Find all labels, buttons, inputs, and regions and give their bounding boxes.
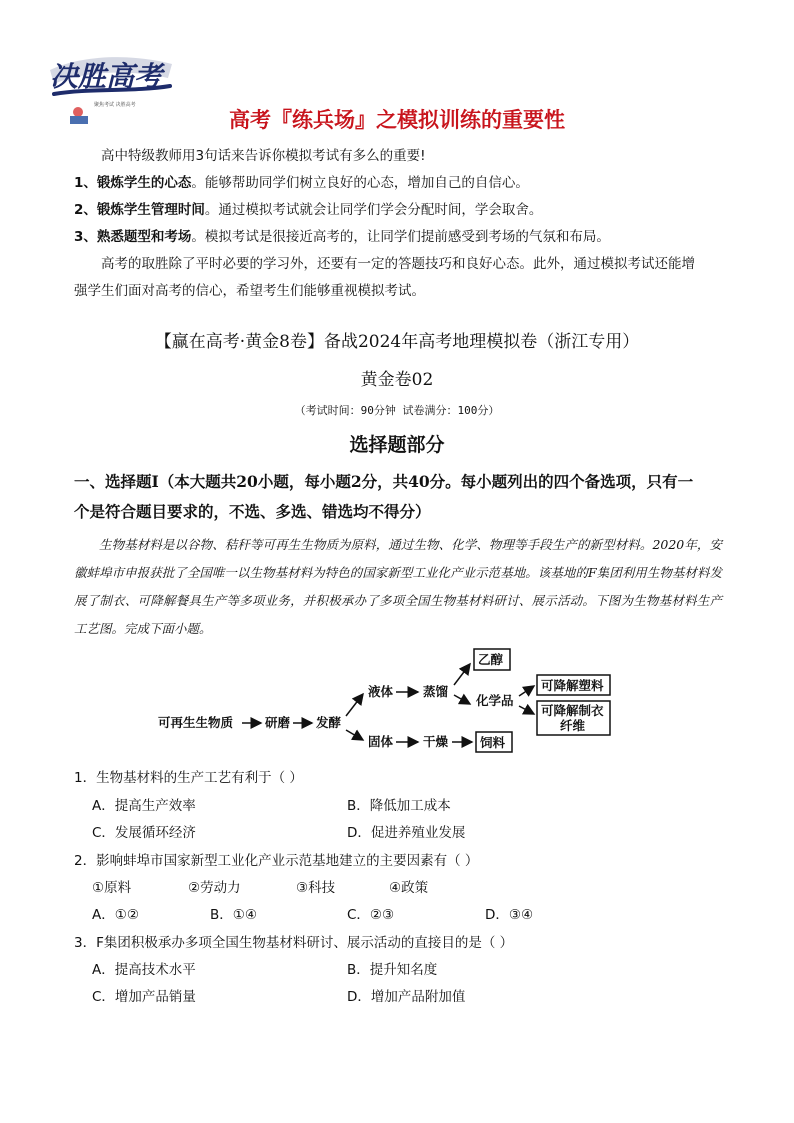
diagram-liquid: 液体: [368, 684, 394, 699]
question-3-stem: 3．F集团积极承办多项全国生物基材料研讨、展示活动的直接目的是（ ）: [74, 935, 514, 951]
intro-point-3: 3、熟悉题型和考场。模拟考试是很接近高考的，让同学们提前感受到考场的气氛和布局。: [74, 229, 610, 245]
arrow: [346, 730, 363, 740]
intro-lead: 高中特级教师用3句话来告诉你模拟考试有多么的重要!: [101, 148, 426, 164]
question-1-option-a[interactable]: A．提高生产效率: [92, 798, 196, 814]
diagram-solid: 固体: [368, 734, 394, 749]
question-1-option-c[interactable]: C．发展循环经济: [92, 825, 196, 841]
question-2-option-c[interactable]: C．②③: [347, 907, 395, 923]
question-1-stem: 1．生物基材料的生产工艺有利于（ ）: [74, 770, 303, 786]
exam-time-info: （考试时间：90分钟 试卷满分：100分）: [294, 404, 500, 417]
diagram-dry: 干燥: [423, 734, 449, 749]
intro-point-2: 2、锻炼学生管理时间。通过模拟考试就会让同学们学会分配时间，学会取舍。: [74, 202, 543, 218]
question-2-factor-2: ②劳动力: [188, 880, 241, 896]
diagram-chemicals: 化学品: [476, 693, 514, 708]
arrow: [346, 694, 363, 716]
intro-closing-line-2: 强学生们面对高考的信心，希望考生们能够重视模拟考试。: [74, 283, 425, 299]
arrow: [519, 686, 534, 696]
question-1-option-b[interactable]: B．降低加工成本: [347, 798, 451, 814]
question-2-option-d[interactable]: D．③④: [485, 907, 534, 923]
exam-title: 【赢在高考·黄金8卷】备战2024年高考地理模拟卷（浙江专用）: [154, 332, 640, 352]
question-3-option-d[interactable]: D．增加产品附加值: [347, 989, 466, 1005]
diagram-fiber-line-2: 纤维: [560, 718, 586, 733]
question-2-option-a[interactable]: A．①②: [92, 907, 139, 923]
process-diagram: [150, 640, 630, 765]
question-2-stem: 2．影响蚌埠市国家新型工业化产业示范基地建立的主要因素有（ ）: [74, 853, 479, 869]
diagram-plastic: 可降解塑料: [541, 678, 604, 693]
diagram-ethanol: 乙醇: [478, 652, 504, 667]
diagram-start: 可再生生物质: [158, 715, 234, 730]
question-3-option-b[interactable]: B．提升知名度: [347, 962, 438, 978]
diagram-feed: 饲料: [480, 735, 506, 750]
logo-subtext: 聚焦考试 决胜高考: [94, 102, 136, 108]
exam-subtitle: 黄金卷02: [360, 370, 434, 390]
diagram-ferment: 发酵: [316, 715, 342, 730]
question-2-factor-1: ①原料: [92, 880, 132, 896]
diagram-fiber-line-1: 可降解制衣: [541, 703, 604, 718]
diagram-distill: 蒸馏: [423, 684, 449, 699]
section-instructions: 一、选择题Ⅰ（本大题共20小题，每小题2分，共40分。每小题列出的四个备选项，只有一 个是符合题目要求的，不选、多选、错选均不得分）: [74, 472, 694, 521]
logo-text: 决胜高考: [50, 60, 163, 93]
arrow: [454, 664, 470, 685]
question-1-option-d[interactable]: D．促进养殖业发展: [347, 825, 466, 841]
material-paragraph: 生物基材料是以谷物、秸秆等可再生生物质为原料，通过生物、化学、物理等手段生产的新型材料。2020年，安徽蚌埠市申报获批了全国唯一以生物基材料为特色的国家新型工业化产业示范基地。该基地的F集团利用生物基材料发展了制衣、可降解餐具生产等多项业务，并积极承办了多项全国生物基材料研讨、展示活动。下图为生物基材料生产工艺图。完成下面小题。: [74, 537, 722, 636]
question-2-factor-4: ④政策: [389, 880, 429, 896]
intro-closing-line-1: 高考的取胜除了平时必要的学习外，还要有一定的答题技巧和良好心态。此外，通过模拟考试还能增: [101, 256, 695, 272]
diagram-grind: 研磨: [265, 715, 291, 730]
question-3-option-a[interactable]: A．提高技术水平: [92, 962, 196, 978]
question-2-factor-3: ③科技: [296, 880, 336, 896]
arrow: [454, 695, 470, 704]
arrow: [519, 706, 534, 714]
page-headline: 高考『练兵场』之模拟训练的重要性: [229, 108, 565, 132]
question-2-option-b[interactable]: B．①④: [210, 907, 257, 923]
intro-point-1: 1、锻炼学生的心态。能够帮助同学们树立良好的心态，增加自己的自信心。: [74, 175, 529, 191]
exam-part-title: 选择题部分: [349, 434, 445, 456]
question-3-option-c[interactable]: C．增加产品销量: [92, 989, 196, 1005]
